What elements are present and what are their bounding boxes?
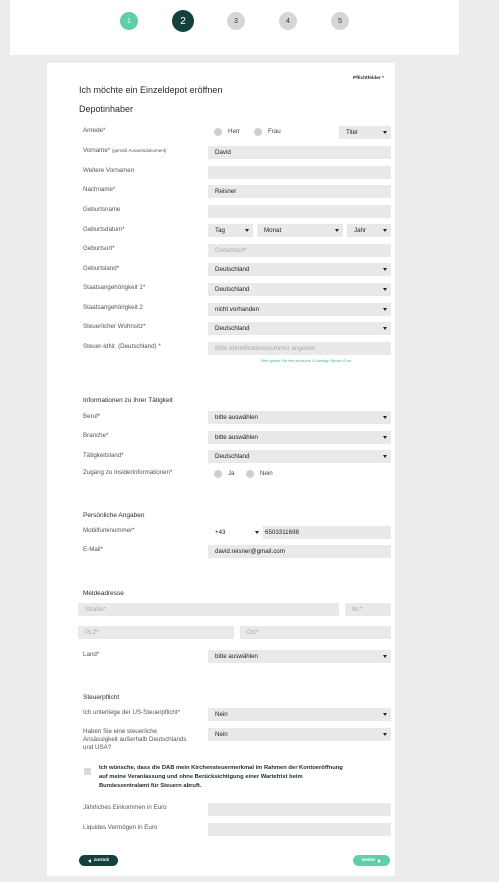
- vorname-label: [83, 147, 166, 155]
- plz-input[interactable]: [78, 626, 234, 639]
- kirchensteuer-text-line1: Ich wünsche, dass die DAB mein Kirchensteuermerkmal im Rahmen der Kontoeröffnung: [99, 765, 343, 771]
- radio-insider-nein-label: Nein: [260, 470, 273, 477]
- steuerid-label: Steuer-IdNr. (Deutschland) *: [83, 343, 161, 350]
- chevron-down-icon: [383, 308, 387, 311]
- geburtsort-placeholder: Geburtsort*: [215, 247, 247, 254]
- ansaessigkeit-label-line3: und USA?: [83, 743, 112, 751]
- chevron-down-icon: [383, 327, 387, 330]
- staat2-label: Staatsangehörigkeit 2: [83, 304, 143, 311]
- mobil-input[interactable]: [263, 526, 391, 539]
- chevron-down-icon: [335, 229, 339, 232]
- radio-insider-nein[interactable]: [246, 470, 254, 478]
- stepper: [10, 0, 459, 55]
- wohnsitz-label: Steuerlicher Wohnsitz*: [83, 323, 146, 330]
- radio-insider-ja-label: Ja: [228, 470, 235, 477]
- geburtsland-select[interactable]: [208, 263, 391, 276]
- monat-value: Monat: [264, 227, 282, 234]
- geburtsort-input[interactable]: [208, 244, 391, 257]
- email-label: E-Mail*: [83, 546, 103, 553]
- vorname-input[interactable]: [208, 146, 391, 159]
- nachname-value: Reisner: [215, 188, 237, 195]
- chevron-down-icon: [383, 416, 387, 419]
- steuerid-placeholder: Bitte Identifikationsnummer angeben: [215, 345, 316, 352]
- monat-select[interactable]: [257, 224, 343, 237]
- beruf-value: bitte auswählen: [215, 414, 258, 421]
- wohnsitz-value: Deutschland: [215, 325, 250, 332]
- mobil-value: 6503311698: [265, 529, 299, 536]
- geburtsname-label: Geburtsname: [83, 206, 121, 213]
- tag-select[interactable]: [208, 224, 253, 237]
- kirchensteuer-text-line3: Bundeszentralamt für Steuern abruft.: [99, 782, 202, 789]
- ansaessigkeit-value: Nein: [215, 731, 228, 738]
- weitere-vornamen-label: Weitere Vornamen: [83, 167, 135, 174]
- form-card: [47, 63, 395, 876]
- nachname-input[interactable]: [208, 185, 391, 198]
- us-steuer-label: Ich unterliege der US-Steuerpflicht*: [83, 709, 180, 716]
- wohnsitz-select[interactable]: [208, 322, 391, 335]
- arrow-left-icon: [88, 859, 91, 863]
- plz-placeholder: PLZ*: [85, 629, 99, 636]
- staat1-select[interactable]: [208, 283, 391, 296]
- titel-select[interactable]: [339, 126, 391, 139]
- back-button[interactable]: [79, 855, 118, 866]
- geburtsname-input[interactable]: [208, 205, 391, 218]
- hausnummer-input[interactable]: [345, 603, 391, 616]
- land-value: bitte auswählen: [215, 653, 258, 660]
- land-label: Land*: [83, 651, 100, 658]
- staat1-label: Staatsangehörigkeit 1*: [83, 284, 146, 291]
- radio-frau-label: Frau: [268, 128, 281, 135]
- radio-insider-ja[interactable]: [214, 470, 222, 478]
- jahr-select[interactable]: [347, 224, 391, 237]
- chevron-down-icon: [245, 229, 249, 232]
- strasse-placeholder: Straße*: [85, 606, 106, 613]
- vorname-label-sub: (gemäß Ausweisdokument): [111, 148, 167, 153]
- chevron-down-icon: [383, 268, 387, 271]
- vorname-value: David: [215, 149, 231, 156]
- geburtsort-label: Geburtsort*: [83, 245, 115, 252]
- chevron-down-icon: [383, 713, 387, 716]
- taetigkeitsland-value: Deutschland: [215, 453, 250, 460]
- branche-label: Branche*: [83, 432, 109, 439]
- steuerid-hint: Bitte geben Sie Ihre deutsche 11-stellige Steuer-ID an.: [261, 359, 353, 363]
- jahr-value: Jahr: [354, 227, 367, 234]
- radio-frau[interactable]: [254, 128, 262, 136]
- chevron-down-icon: [383, 436, 387, 439]
- geburtsland-value: Deutschland: [215, 266, 250, 273]
- section-steuerpflicht: Steuerpflicht: [83, 694, 120, 701]
- geburtsdatum-label: Geburtsdatum*: [83, 226, 125, 233]
- vorwahl-value: +43: [215, 529, 226, 536]
- ansaessigkeit-select[interactable]: [208, 728, 391, 741]
- chevron-down-icon: [383, 229, 387, 232]
- taetigkeitsland-label: Tätigkeitsland*: [83, 452, 124, 459]
- land-select[interactable]: [208, 650, 391, 663]
- strasse-input[interactable]: [78, 603, 339, 616]
- arrow-right-icon: [378, 859, 381, 863]
- tag-value: Tag: [215, 227, 225, 234]
- required-note: Pflichtfelder *: [353, 76, 384, 81]
- section-persoenlich: Persönliche Angaben: [83, 512, 145, 519]
- branche-value: bitte auswählen: [215, 434, 258, 441]
- ort-input[interactable]: [240, 626, 391, 639]
- radio-herr-label: Herr: [228, 128, 241, 135]
- ansaessigkeit-label: [83, 728, 187, 751]
- email-input[interactable]: [208, 545, 391, 558]
- ort-placeholder: Ort*: [247, 629, 259, 636]
- taetigkeitsland-select[interactable]: [208, 450, 391, 463]
- section-depotinhaber: Depotinhaber: [79, 104, 134, 114]
- nachname-label: Nachname*: [83, 186, 116, 193]
- us-steuer-value: Nein: [215, 711, 228, 718]
- beruf-select[interactable]: [208, 411, 391, 424]
- hausnummer-placeholder: Nr.*: [352, 606, 363, 613]
- titel-value: Titel: [346, 129, 358, 136]
- chevron-down-icon: [383, 733, 387, 736]
- next-button-label: weiter: [361, 858, 376, 863]
- kirchensteuer-text-line2: auf meine Veranlassung und ohne Berücksichtigung einer Wartefrist beim: [99, 773, 303, 780]
- step-5: 5: [331, 12, 349, 30]
- beruf-label: Beruf*: [83, 413, 101, 420]
- us-steuer-select[interactable]: [208, 708, 391, 721]
- vorwahl-select[interactable]: [208, 526, 263, 539]
- mobil-label: Mobilfunknummer*: [83, 527, 135, 534]
- geburtsland-label: Geburtsland*: [83, 265, 120, 272]
- chevron-down-icon: [383, 455, 387, 458]
- staat1-value: Deutschland: [215, 286, 250, 293]
- kirchensteuer-checkbox[interactable]: [84, 768, 91, 775]
- staat2-value: nicht vorhanden: [215, 306, 260, 313]
- steuerid-input[interactable]: [208, 342, 391, 355]
- page-title: Ich möchte ein Einzeldepot eröffnen: [79, 85, 223, 95]
- chevron-down-icon: [255, 531, 259, 534]
- vorname-label-text: Vorname*: [83, 147, 111, 154]
- radio-herr[interactable]: [214, 128, 222, 136]
- weitere-vornamen-input[interactable]: [208, 166, 391, 179]
- kirchensteuer-text: [99, 764, 391, 791]
- einkommen-label: Jährliches Einkommen in Euro: [83, 804, 167, 811]
- chevron-down-icon: [383, 131, 387, 134]
- chevron-down-icon: [383, 655, 387, 658]
- step-3: 3: [227, 12, 245, 30]
- step-2-current: 2: [172, 10, 194, 32]
- section-taetigkeit: Informationen zu Ihrer Tätigkeit: [83, 397, 173, 404]
- email-value: david.reisner@gmail.com: [215, 548, 285, 555]
- next-button[interactable]: [353, 855, 390, 866]
- back-button-label: zurück: [93, 858, 110, 863]
- anrede-label: Anrede*: [83, 127, 106, 134]
- branche-select[interactable]: [208, 431, 391, 444]
- ansaessigkeit-label-line1: Haben Sie eine steuerliche: [83, 728, 157, 735]
- step-4: 4: [279, 12, 297, 30]
- insider-label: Zugang zu Insiderinformationen*: [83, 469, 173, 476]
- step-1[interactable]: 1: [120, 12, 138, 30]
- section-meldeadresse: Meldeadresse: [83, 590, 124, 597]
- vermoegen-input[interactable]: [208, 823, 391, 836]
- staat2-select[interactable]: [208, 303, 391, 316]
- ansaessigkeit-label-line2: Ansässigkeit außerhalb Deutschlands: [83, 735, 187, 743]
- einkommen-input[interactable]: [208, 803, 391, 816]
- vermoegen-label: Liquides Vermögen in Euro: [83, 824, 158, 831]
- chevron-down-icon: [383, 288, 387, 291]
